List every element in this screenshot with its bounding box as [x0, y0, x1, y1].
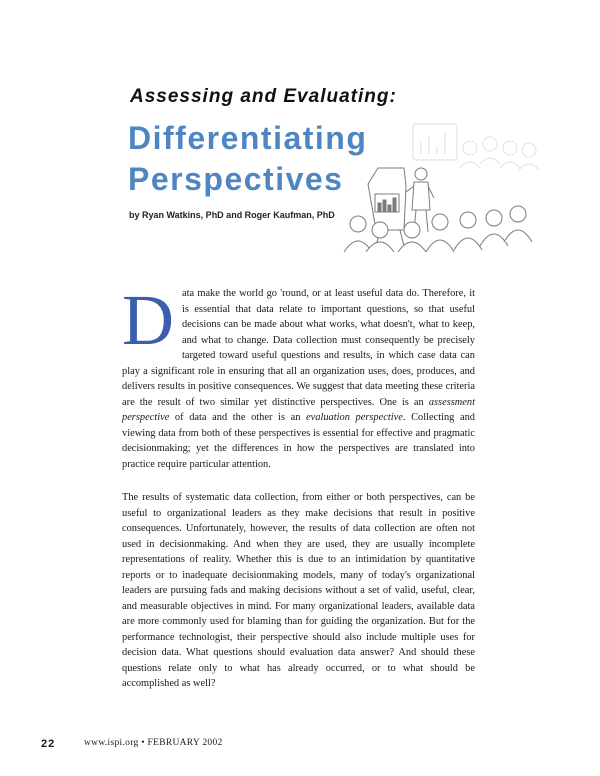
- article-title: [128, 118, 367, 200]
- drop-cap: D: [122, 280, 174, 360]
- audience-icon: [344, 206, 532, 252]
- page-number: 22: [41, 738, 56, 750]
- article-kicker: Assessing and Evaluating:: [130, 86, 397, 107]
- background-audience-icon: [460, 137, 539, 170]
- byline: by Ryan Watkins, PhD and Roger Kaufman, PhD: [129, 210, 335, 220]
- paragraph-text: of data and the other is an: [169, 412, 307, 423]
- assessment-perspective-term: assessment perspective: [122, 396, 475, 423]
- title-line-2: Perspectives: [128, 161, 344, 197]
- footer-publication: www.ispi.org • FEBRUARY 2002: [84, 738, 223, 748]
- second-paragraph: The results of systematic data collection, from either or both perspectives, can be useful to organizational leaders as they make decisions that result in positive consequences. Unfortunately, however, the results of data collection are often not used in decisionmaking. And when they are used, they are usually incomplete representations of reality. Whether this is due to an intimidation by quantitative reports or to inadequate decisionmaking models, many of today's organizational leaders are pursuing fads and making decisions without a set of valid, useful, clear, and measurable objectives in mind. For many organizational leaders, available data are more commonly used for blaming than for guiding the organization. But for the performance technologist, their perspective should also include multiple uses for decision data. What questions should evaluation data answer? And should these questions relate only to what has already occurred, or to what should be accomplished as well?: [122, 492, 475, 689]
- evaluation-perspective-term: evaluation perspective: [306, 412, 403, 423]
- title-line-1: Differentiating: [128, 120, 368, 156]
- intro-paragraph: [122, 280, 475, 472]
- paragraph-text: . Collecting and viewing data from both of these perspectives is essential for effective and pragmatic decisionmaking; yet the differences in how the perspectives are translated into practice require particular attention.: [122, 412, 475, 470]
- paragraph-text: ata make the world go 'round, or at least useful data do. Therefore, it is essential that data relate to important questions, so that useful decisions can be made about what works, what doesn't, what to keep, and what to change. Data collection must consequently be precisely targeted toward useful questions and results, in which case data can play a significant role in ensuring that all an organization uses, does, produces, and delivers results in positive consequences. We suggest that data meeting these criteria are the result of two similar yet distinctive perspectives. One is an: [122, 288, 475, 408]
- background-chart-icon: [413, 124, 457, 160]
